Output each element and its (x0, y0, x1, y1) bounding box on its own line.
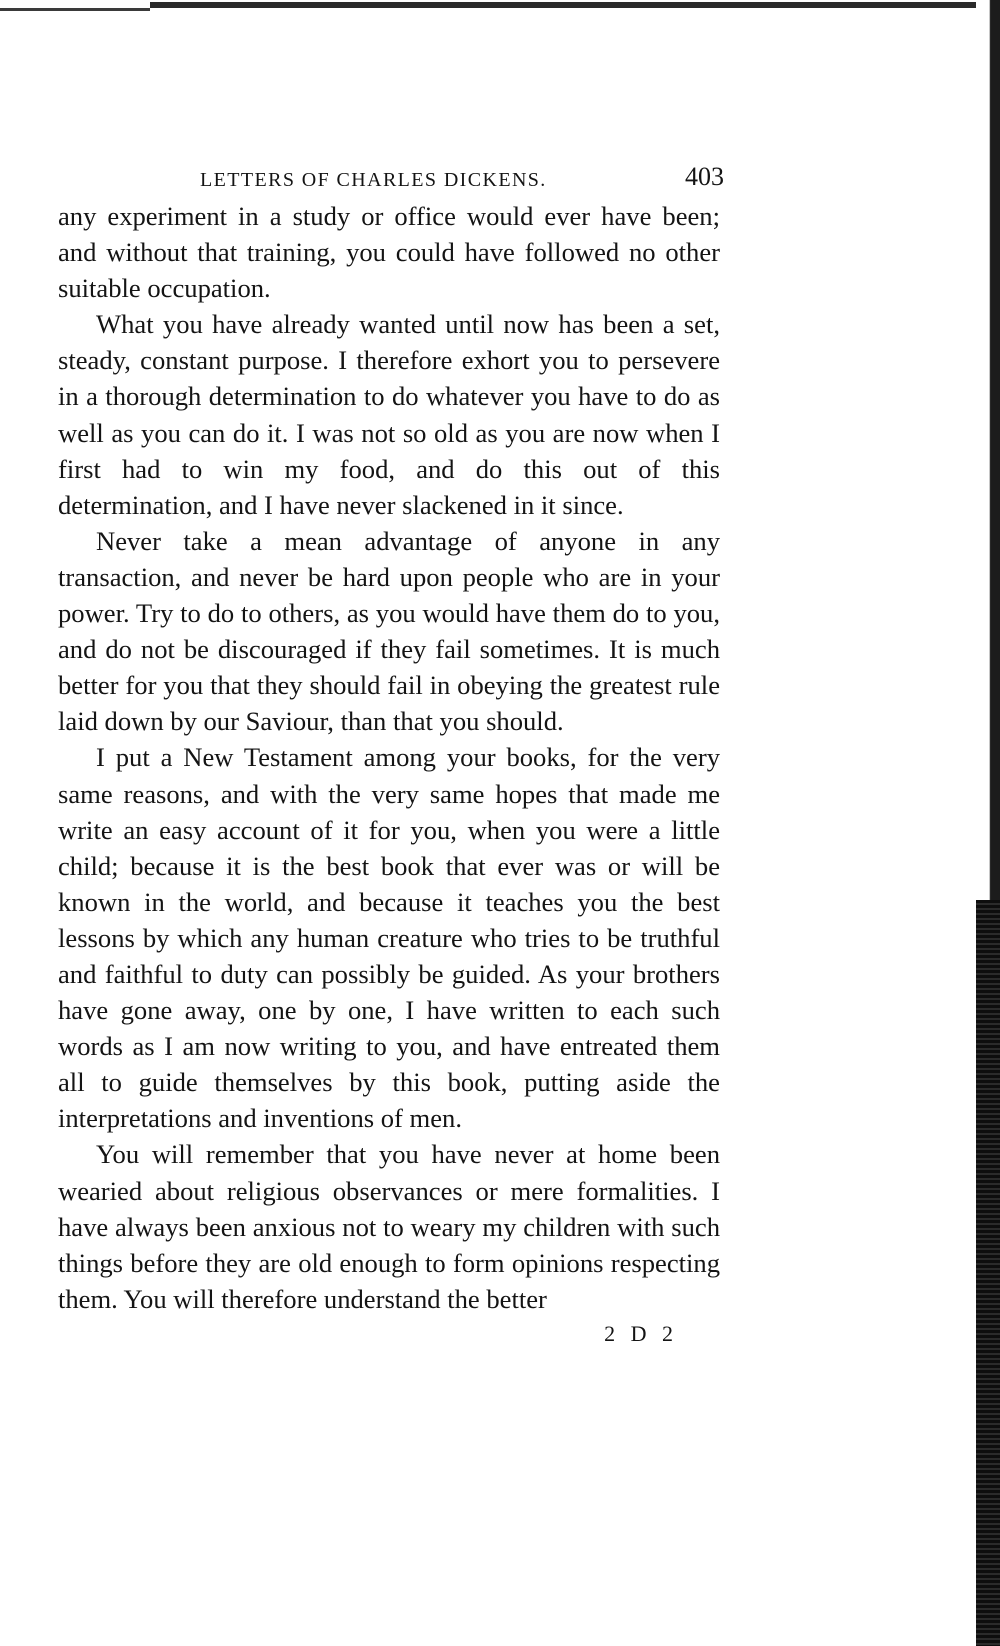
scan-edge-top (0, 0, 1000, 10)
body-text (58, 198, 720, 1317)
running-title: LETTERS OF CHARLES DICKENS. (200, 169, 547, 191)
book-page (58, 160, 724, 1357)
paragraph-continued: any experiment in a study or office would ever have been; and without that training, you could have followed no other suitable occupation. (58, 201, 720, 304)
signature-mark: 2 D 2 (604, 1320, 678, 1346)
paragraph: What you have already wanted until now has been a set, steady, constant purpose. I therefore exhort you to persevere in a thorough determination to do whatever you have to do as well as you can do it. I was not so old as you are now when I first had to win my food, and do this out of this determination, and I have never slackened in it since. (58, 309, 720, 520)
signature-line (58, 1317, 720, 1357)
running-head (58, 160, 724, 196)
paragraph: Never take a mean advantage of anyone in any transaction, and never be hard upon people who are in your power. Try to do to others, as you would have them do to you, and do not be discouraged if they fail sometimes. It is much better for you that they should fail in obeying the greatest rule laid down by our Saviour, than that you should. (58, 525, 720, 737)
scan-edge-right-binding (976, 900, 1000, 1646)
page-number: 403 (685, 162, 724, 191)
paragraph: You will remember that you have never at home been wearied about religious observances or mere formalities. I have always been anxious not to weary my children with such things before they are old enough to form opinions respecting them. You will therefore understand the better (58, 1139, 720, 1314)
paragraph: I put a New Testament among your books, for the very same reasons, and with the very same hopes that made me write an easy account of it for you, when you were a little child; because it is the best book that ever was or will be known in the world, and because it teaches you the best lessons by which any human creature who tries to be truthful and faithful to duty can possibly be guided. As your brothers have gone away, one by one, I have written to each such words as I am now writing to you, and have entreated them all to guide themselves by this book, putting aside the interpretations and inventions of men. (58, 742, 720, 1134)
